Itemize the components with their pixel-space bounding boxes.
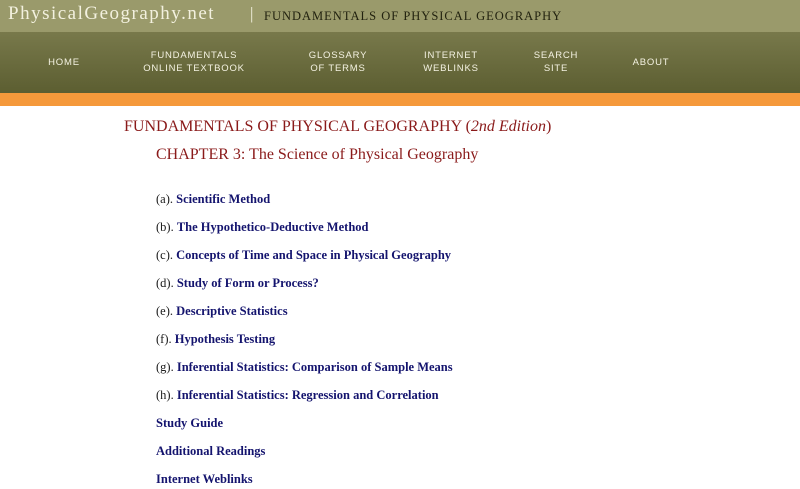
toc-prefix: (c).: [156, 248, 173, 262]
toc-prefix: (b).: [156, 220, 174, 234]
toc-item: [156, 220, 368, 235]
toc-item: [156, 444, 265, 459]
book-title: [124, 118, 551, 136]
accent-bar: [0, 93, 800, 106]
toc-link-scientific-method[interactable]: Scientific Method: [176, 192, 271, 206]
toc-link-hypothetico-deductive[interactable]: The Hypothetico-Deductive Method: [176, 220, 369, 234]
main-nav: [0, 32, 800, 93]
toc-link-regression-correlation[interactable]: Inferential Statistics: Regression and Correlation: [176, 388, 439, 402]
site-name[interactable]: PhysicalGeography.net: [8, 3, 216, 24]
nav-internet-weblinks[interactable]: INTERNET WEBLINKS: [423, 50, 479, 74]
toc-item: [156, 472, 253, 487]
toc-item: [156, 276, 319, 291]
book-title-close: ): [546, 118, 552, 135]
toc-item: [156, 248, 451, 263]
nav-search-site[interactable]: SEARCH SITE: [533, 50, 579, 74]
toc-link-descriptive-statistics[interactable]: Descriptive Statistics: [176, 304, 288, 318]
toc-prefix: (a).: [156, 192, 173, 206]
toc-prefix: (d).: [156, 276, 174, 290]
nav-online-textbook[interactable]: FUNDAMENTALS ONLINE TEXTBOOK: [143, 50, 245, 74]
toc-link-additional-readings[interactable]: Additional Readings: [156, 444, 266, 458]
toc-link-form-or-process[interactable]: Study of Form or Process?: [176, 276, 319, 290]
toc-prefix: (g).: [156, 360, 174, 374]
nav-about[interactable]: ABOUT: [632, 57, 670, 68]
toc-prefix: (h).: [156, 388, 174, 402]
toc-prefix: (e).: [156, 304, 173, 318]
toc-prefix: (f).: [156, 332, 172, 346]
toc-link-time-and-space[interactable]: Concepts of Time and Space in Physical Geography: [176, 248, 452, 262]
chapter-title: CHAPTER 3: The Science of Physical Geography: [156, 146, 479, 163]
toc-item: [156, 332, 275, 347]
toc-item: [156, 360, 453, 375]
book-edition: 2nd Edition: [470, 118, 546, 135]
book-title-text: FUNDAMENTALS OF PHYSICAL GEOGRAPHY (: [124, 118, 471, 135]
nav-home[interactable]: HOME: [48, 57, 80, 68]
toc-link-internet-weblinks[interactable]: Internet Weblinks: [156, 472, 253, 486]
top-header: [0, 0, 800, 32]
toc-link-hypothesis-testing[interactable]: Hypothesis Testing: [174, 332, 276, 346]
header-separator: |: [250, 4, 254, 23]
toc-link-sample-means[interactable]: Inferential Statistics: Comparison of Sample Means: [176, 360, 453, 374]
toc-item: [156, 304, 288, 319]
toc-link-study-guide[interactable]: Study Guide: [156, 416, 224, 430]
toc-item: [156, 416, 223, 431]
nav-glossary[interactable]: GLOSSARY OF TERMS: [308, 50, 368, 74]
site-subtitle: FUNDAMENTALS OF PHYSICAL GEOGRAPHY: [264, 9, 563, 23]
toc-item: [156, 192, 270, 207]
toc-item: [156, 388, 439, 403]
